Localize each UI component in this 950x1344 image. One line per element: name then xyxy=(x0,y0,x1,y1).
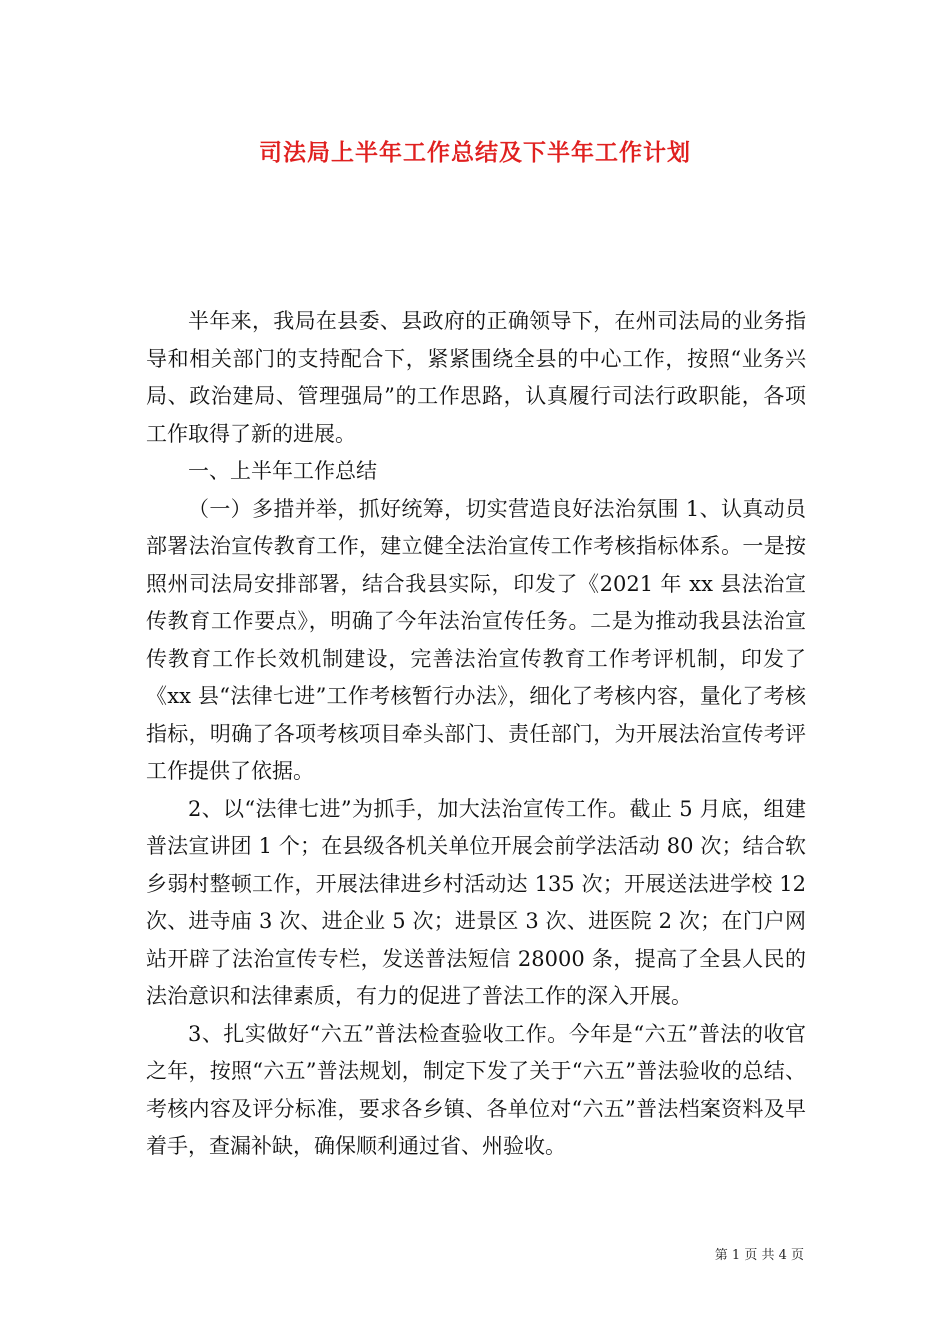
document-title: 司法局上半年工作总结及下半年工作计划 xyxy=(259,139,691,166)
section-heading: 一、上半年工作总结 xyxy=(188,459,377,483)
page-number: 第 1 页 共 4 页 xyxy=(714,1248,804,1263)
document-body xyxy=(146,303,806,1166)
body-paragraph: 2、以“法律七进”为抓手，加大法治宣传工作。截止 5 月底，组建普法宣讲团 1 个；在县级各机关单位开展会前学法活动 80 次；结合软乡弱村整顿工作，开展法律进乡村活动达 135 次；开展送法进学校 12 次、进寺庙 3 次、进企业 5 次；进景区 3 次、进医院 2 次；在门户网站开辟了法治宣传专栏，发送普法短信 28000 条，提高了全县人民的法治意识和法律素质，有力的促进了普法工作的深入开展。 xyxy=(146,796,806,1008)
body-paragraph: 3、扎实做好“六五”普法检查验收工作。今年是“六五”普法的收官之年，按照“六五”普法规划，制定下发了关于“六五”普法验收的总结、考核内容及评分标准，要求各乡镇、各单位对“六五”普法档案资料及早着手，查漏补缺，确保顺利通过省、州验收。 xyxy=(146,1021,806,1158)
body-paragraph: （一）多措并举，抓好统筹，切实营造良好法治氛围 1、认真动员部署法治宣传教育工作，建立健全法治宣传工作考核指标体系。一是按照州司法局安排部署，结合我县实际，印发了《2021 年 xx 县法治宣传教育工作要点》，明确了今年法治宣传任务。二是为推动我县法治宣传教育工作长效机制建设，完善法治宣传教育工作考评机制，印发了《xx 县“法律七进”工作考核暂行办法》，细化了考核内容，量化了考核指标，明确了各项考核项目牵头部门、责任部门，为开展法治宣传考评工作提供了依据。 xyxy=(146,496,806,783)
intro-paragraph: 半年来，我局在县委、县政府的正确领导下，在州司法局的业务指导和相关部门的支持配合下，紧紧围绕全县的中心工作，按照“业务兴局、政治建局、管理强局”的工作思路，认真履行司法行政职能，各项工作取得了新的进展。 xyxy=(146,309,806,446)
